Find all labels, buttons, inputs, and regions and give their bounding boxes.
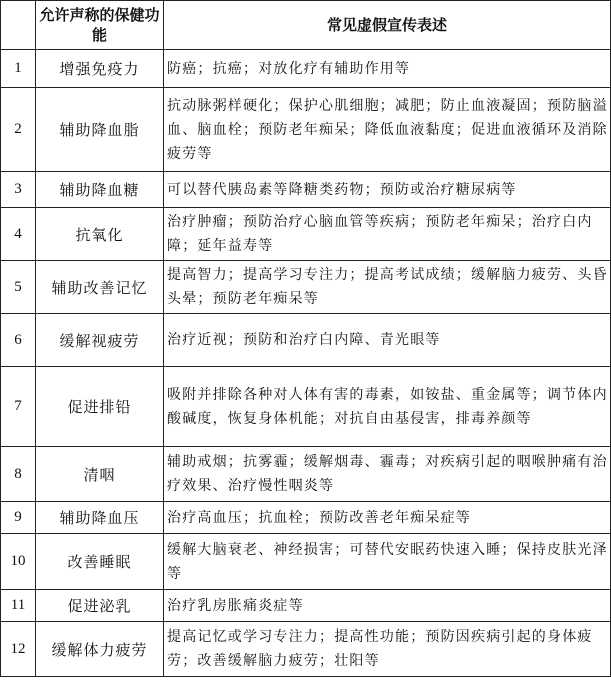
table-row [1,447,611,502]
row-number: 3 [1,172,36,208]
row-number: 6 [1,314,36,367]
row-claims: 治疗近视；预防和治疗白内障、青光眼等 [164,314,611,367]
table-row [1,172,611,208]
header-number [1,1,36,50]
table-row [1,261,611,314]
row-function: 促进排铅 [36,367,164,447]
row-function: 增强免疫力 [36,50,164,88]
row-claims: 缓解大脑衰老、神经损害；可替代安眠药快速入睡；保持皮肤光泽等 [164,534,611,590]
table-row [1,50,611,88]
row-claims: 治疗高血压；抗血栓；预防改善老年痴呆症等 [164,502,611,534]
row-number: 12 [1,622,36,677]
table-row [1,367,611,447]
row-number: 1 [1,50,36,88]
header-allowed-function: 允许声称的保健功能 [36,1,164,50]
row-claims: 吸附并排除各种对人体有害的毒素，如铵盐、重金属等；调节体内酸碱度，恢复身体机能；对抗自由基侵害，排毒养颜等 [164,367,611,447]
table-row [1,534,611,590]
row-number: 2 [1,88,36,172]
row-claims: 防癌；抗癌；对放化疗有辅助作用等 [164,50,611,88]
table-row [1,88,611,172]
table-row [1,502,611,534]
row-claims: 可以替代胰岛素等降糖类药物；预防或治疗糖尿病等 [164,172,611,208]
table-row [1,314,611,367]
row-function: 清咽 [36,447,164,502]
row-claims: 抗动脉粥样硬化；保护心肌细胞；减肥；防止血液凝固；预防脑溢血、脑血栓；预防老年痴呆；降低血液黏度；促进血液循环及消除疲劳等 [164,88,611,172]
header-false-claims: 常见虚假宣传表述 [164,1,611,50]
table-row [1,590,611,622]
table-row [1,208,611,261]
row-function: 辅助降血压 [36,502,164,534]
row-number: 7 [1,367,36,447]
row-function: 缓解视疲劳 [36,314,164,367]
row-number: 4 [1,208,36,261]
row-function: 抗氧化 [36,208,164,261]
row-function: 辅助改善记忆 [36,261,164,314]
row-claims: 治疗乳房胀痛炎症等 [164,590,611,622]
row-number: 5 [1,261,36,314]
row-function: 缓解体力疲劳 [36,622,164,677]
row-function: 促进泌乳 [36,590,164,622]
row-function: 改善睡眠 [36,534,164,590]
row-function: 辅助降血脂 [36,88,164,172]
row-number: 10 [1,534,36,590]
row-number: 8 [1,447,36,502]
row-claims: 辅助戒烟；抗雾霾；缓解烟毒、霾毒；对疾病引起的咽喉肿痛有治疗效果、治疗慢性咽炎等 [164,447,611,502]
row-claims: 提高智力；提高学习专注力；提高考试成绩；缓解脑力疲劳、头昏头晕；预防老年痴呆等 [164,261,611,314]
table-row [1,622,611,677]
row-claims: 治疗肿瘤；预防治疗心脑血管等疾病；预防老年痴呆；治疗白内障；延年益寿等 [164,208,611,261]
row-claims: 提高记忆或学习专注力；提高性功能；预防因疾病引起的身体疲劳；改善缓解脑力疲劳；壮阳等 [164,622,611,677]
row-function: 辅助降血糖 [36,172,164,208]
table-header-row [1,1,611,50]
row-number: 11 [1,590,36,622]
row-number: 9 [1,502,36,534]
